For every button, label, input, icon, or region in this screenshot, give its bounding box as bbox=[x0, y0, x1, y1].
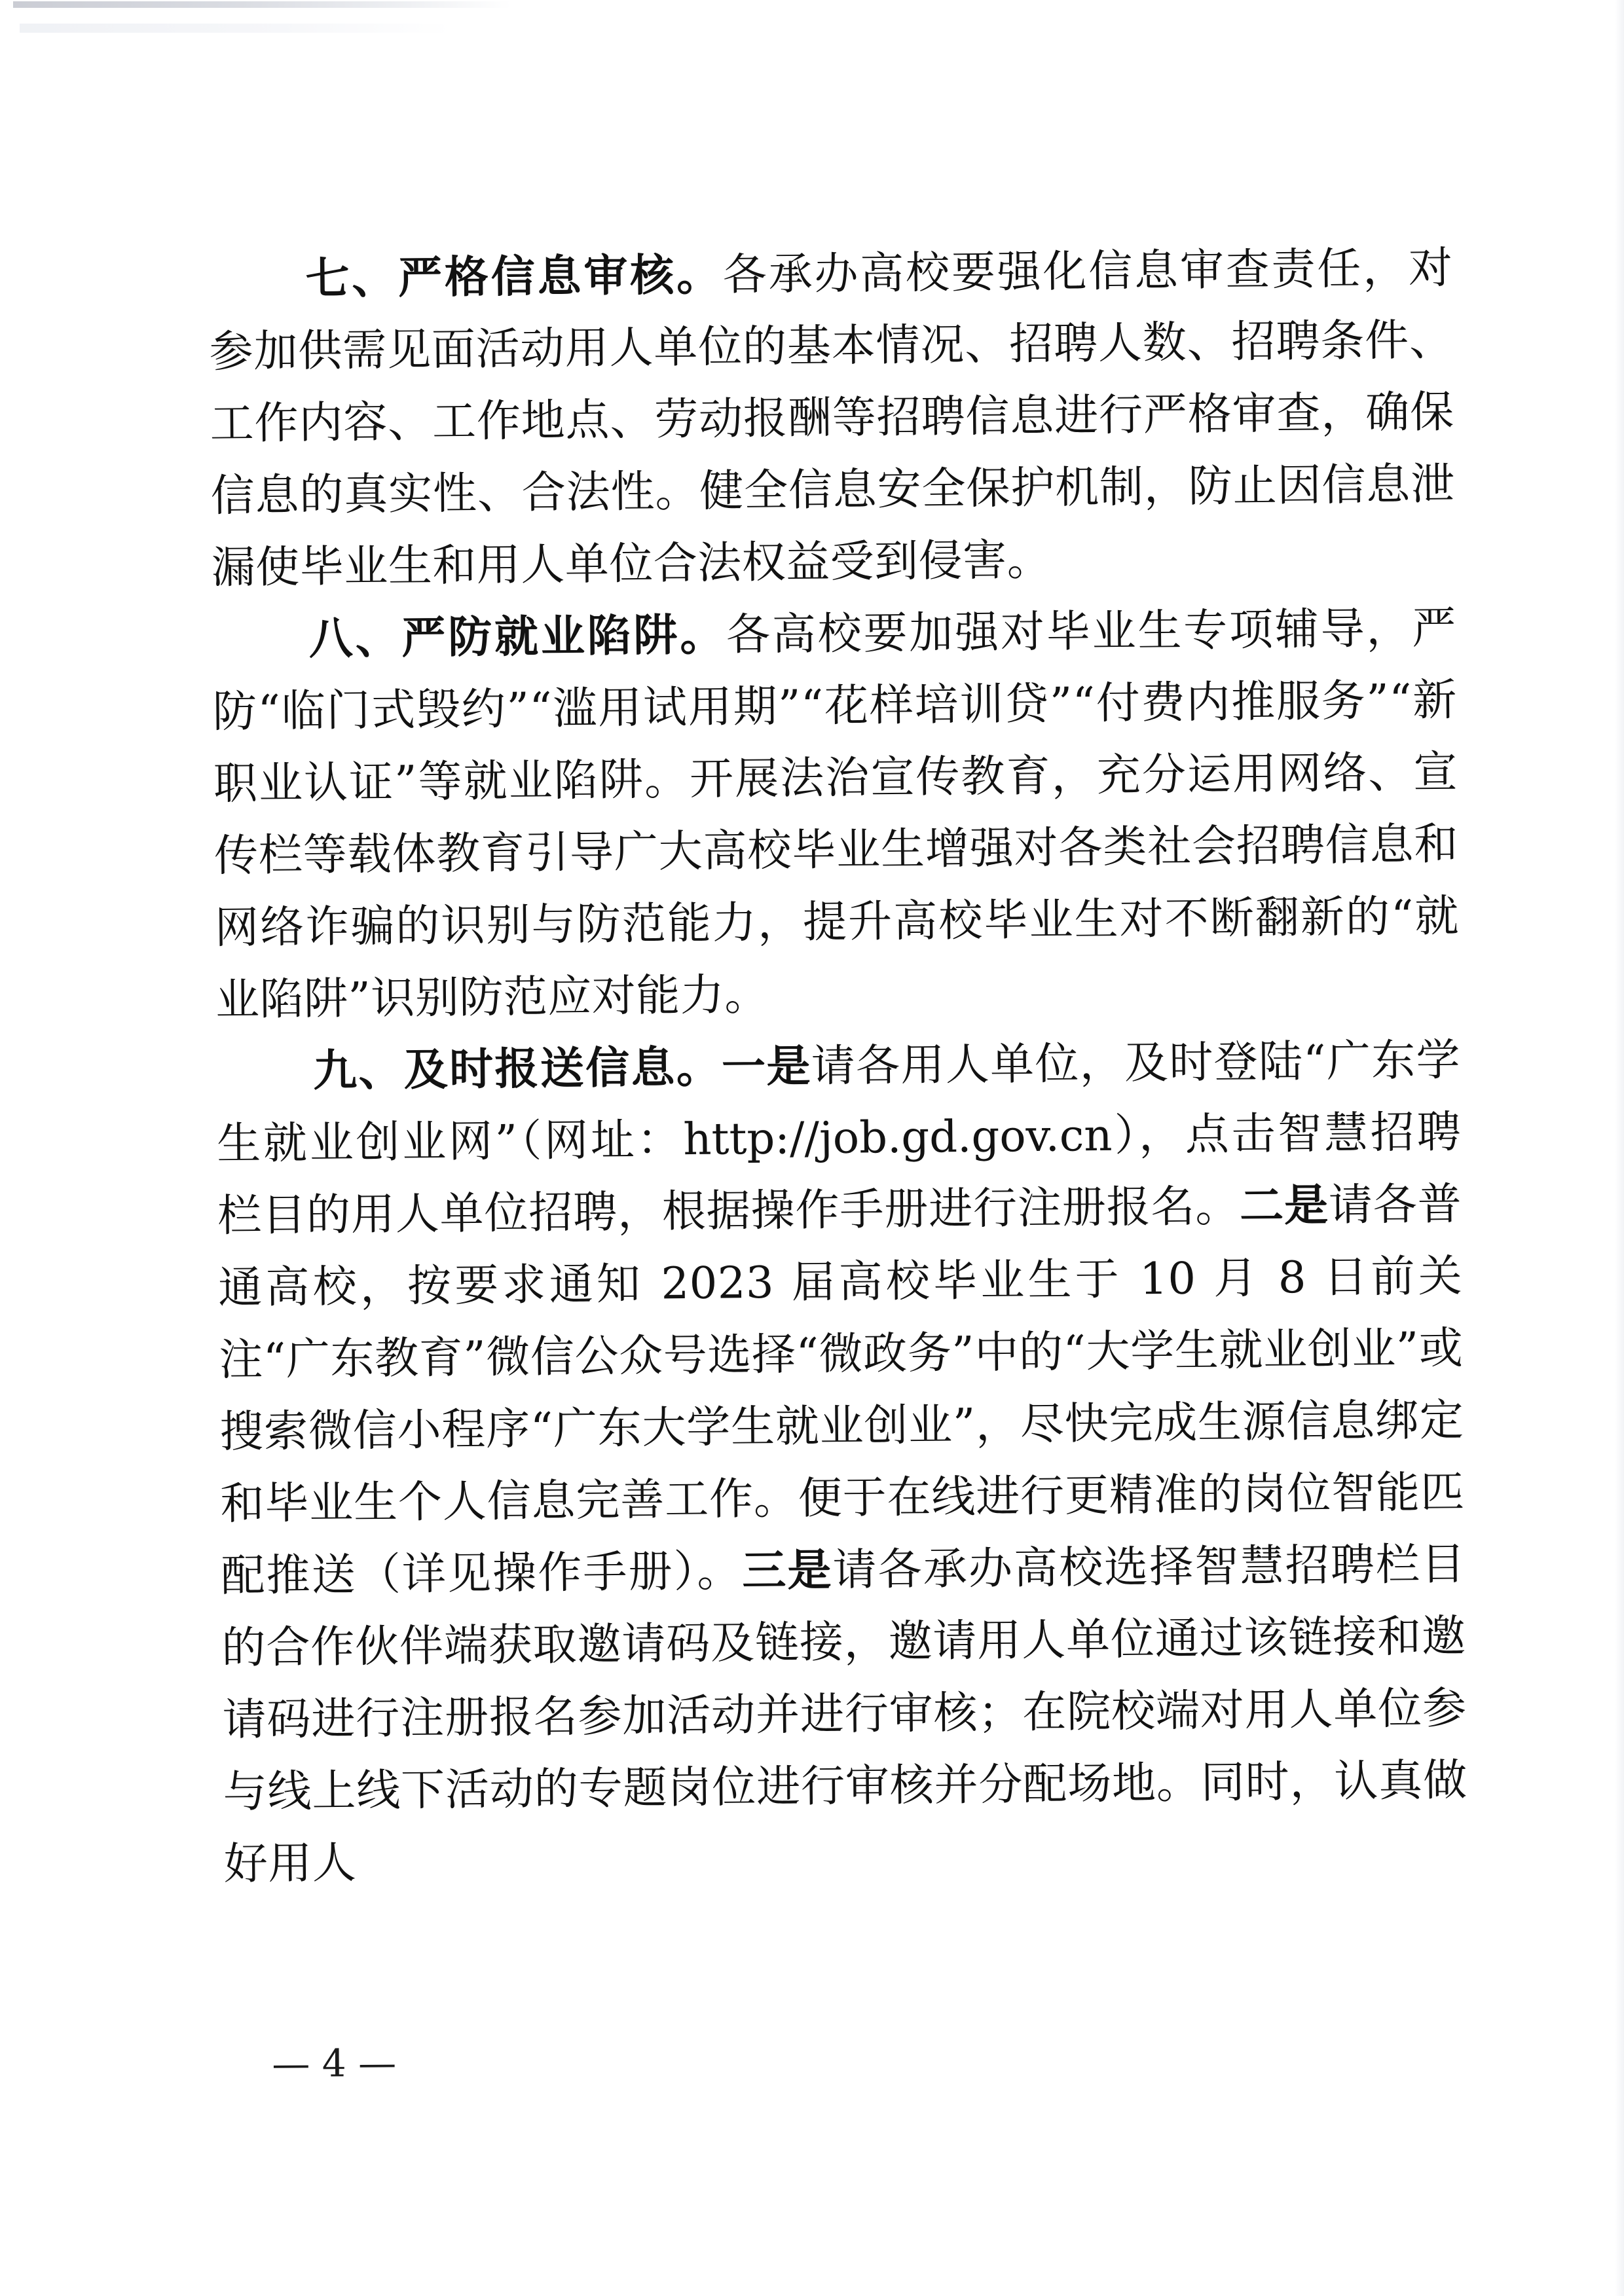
section-9-item-2-text: 请各普通高校，按要求通知 2023 届高校毕业生于 10 月 8 日前关注“广东教育”微信公众号选择“微政务”中的“大学生就业创业”或搜索微信小程序“广东大学生就业创业”，尽快完成生源信息绑定和毕业生个人信息完善工作。便于在线进行更精准的岗位智能匹配推送（详见操作手册）。 bbox=[217, 1178, 1465, 1601]
paragraph-section-7 bbox=[208, 232, 1456, 604]
paragraph-section-9 bbox=[216, 1024, 1469, 1900]
section-9-item-1-marker: 一是 bbox=[721, 1040, 812, 1093]
section-9-item-1-text: 请各用人单位，及时登陆“广东学生就业创业网”（网址： bbox=[216, 1034, 1461, 1169]
section-8-body: 各高校要加强对毕业生专项辅导，严防“临门式毁约”“滥用试用期”“花样培训贷”“付费内推服务”“新职业认证”等就业陷阱。开展法治宣传教育，充分运用网络、宣传栏等载体教育引导广大高校毕业生增强对各类社会招聘信息和网络诈骗的识别与防范能力，提升高校毕业生对不断翻新的“就业陷阱”识别防范应对能力。 bbox=[212, 602, 1460, 1025]
document-body bbox=[208, 232, 1468, 1900]
section-9-item-3-text: 请各承办高校选择智慧招聘栏目的合作伙伴端获取邀请码及链接，邀请用人单位通过该链接和邀请码进行注册报名参加活动并进行审核；在院校端对用人单位参与线上线下活动的专题岗位进行审核并分配场地。同时，认真做好用人 bbox=[221, 1538, 1467, 1889]
scan-edge-artifact-secondary bbox=[20, 24, 452, 33]
job-portal-url: http://job.gd.gov.cn bbox=[683, 1109, 1113, 1165]
section-7-body: 各承办高校要强化信息审查责任，对参加供需见面活动用人单位的基本情况、招聘人数、招聘条件、工作内容、工作地点、劳动报酬等招聘信息进行严格审查，确保信息的真实性、合法性。健全信息安全保护机制，防止因信息泄漏使毕业生和用人单位合法权益受到侵害。 bbox=[209, 242, 1455, 593]
section-8-heading: 八、严防就业陷阱。 bbox=[308, 608, 727, 665]
section-7-heading: 七、严格信息审核。 bbox=[305, 248, 724, 304]
scan-edge-artifact-right bbox=[1615, 0, 1624, 2296]
paragraph-section-8 bbox=[212, 592, 1460, 1036]
section-9-item-2-marker: 二是 bbox=[1239, 1178, 1329, 1231]
section-9-heading: 九、及时报送信息。 bbox=[312, 1040, 722, 1097]
section-9-item-1-tail: ），点击智慧招聘栏目的用人单位招聘，根据操作手册进行注册报名。 bbox=[217, 1106, 1462, 1241]
scan-edge-artifact bbox=[13, 1, 511, 8]
page-number: — 4 — bbox=[272, 2040, 397, 2086]
section-9-item-3-marker: 三是 bbox=[741, 1543, 833, 1597]
